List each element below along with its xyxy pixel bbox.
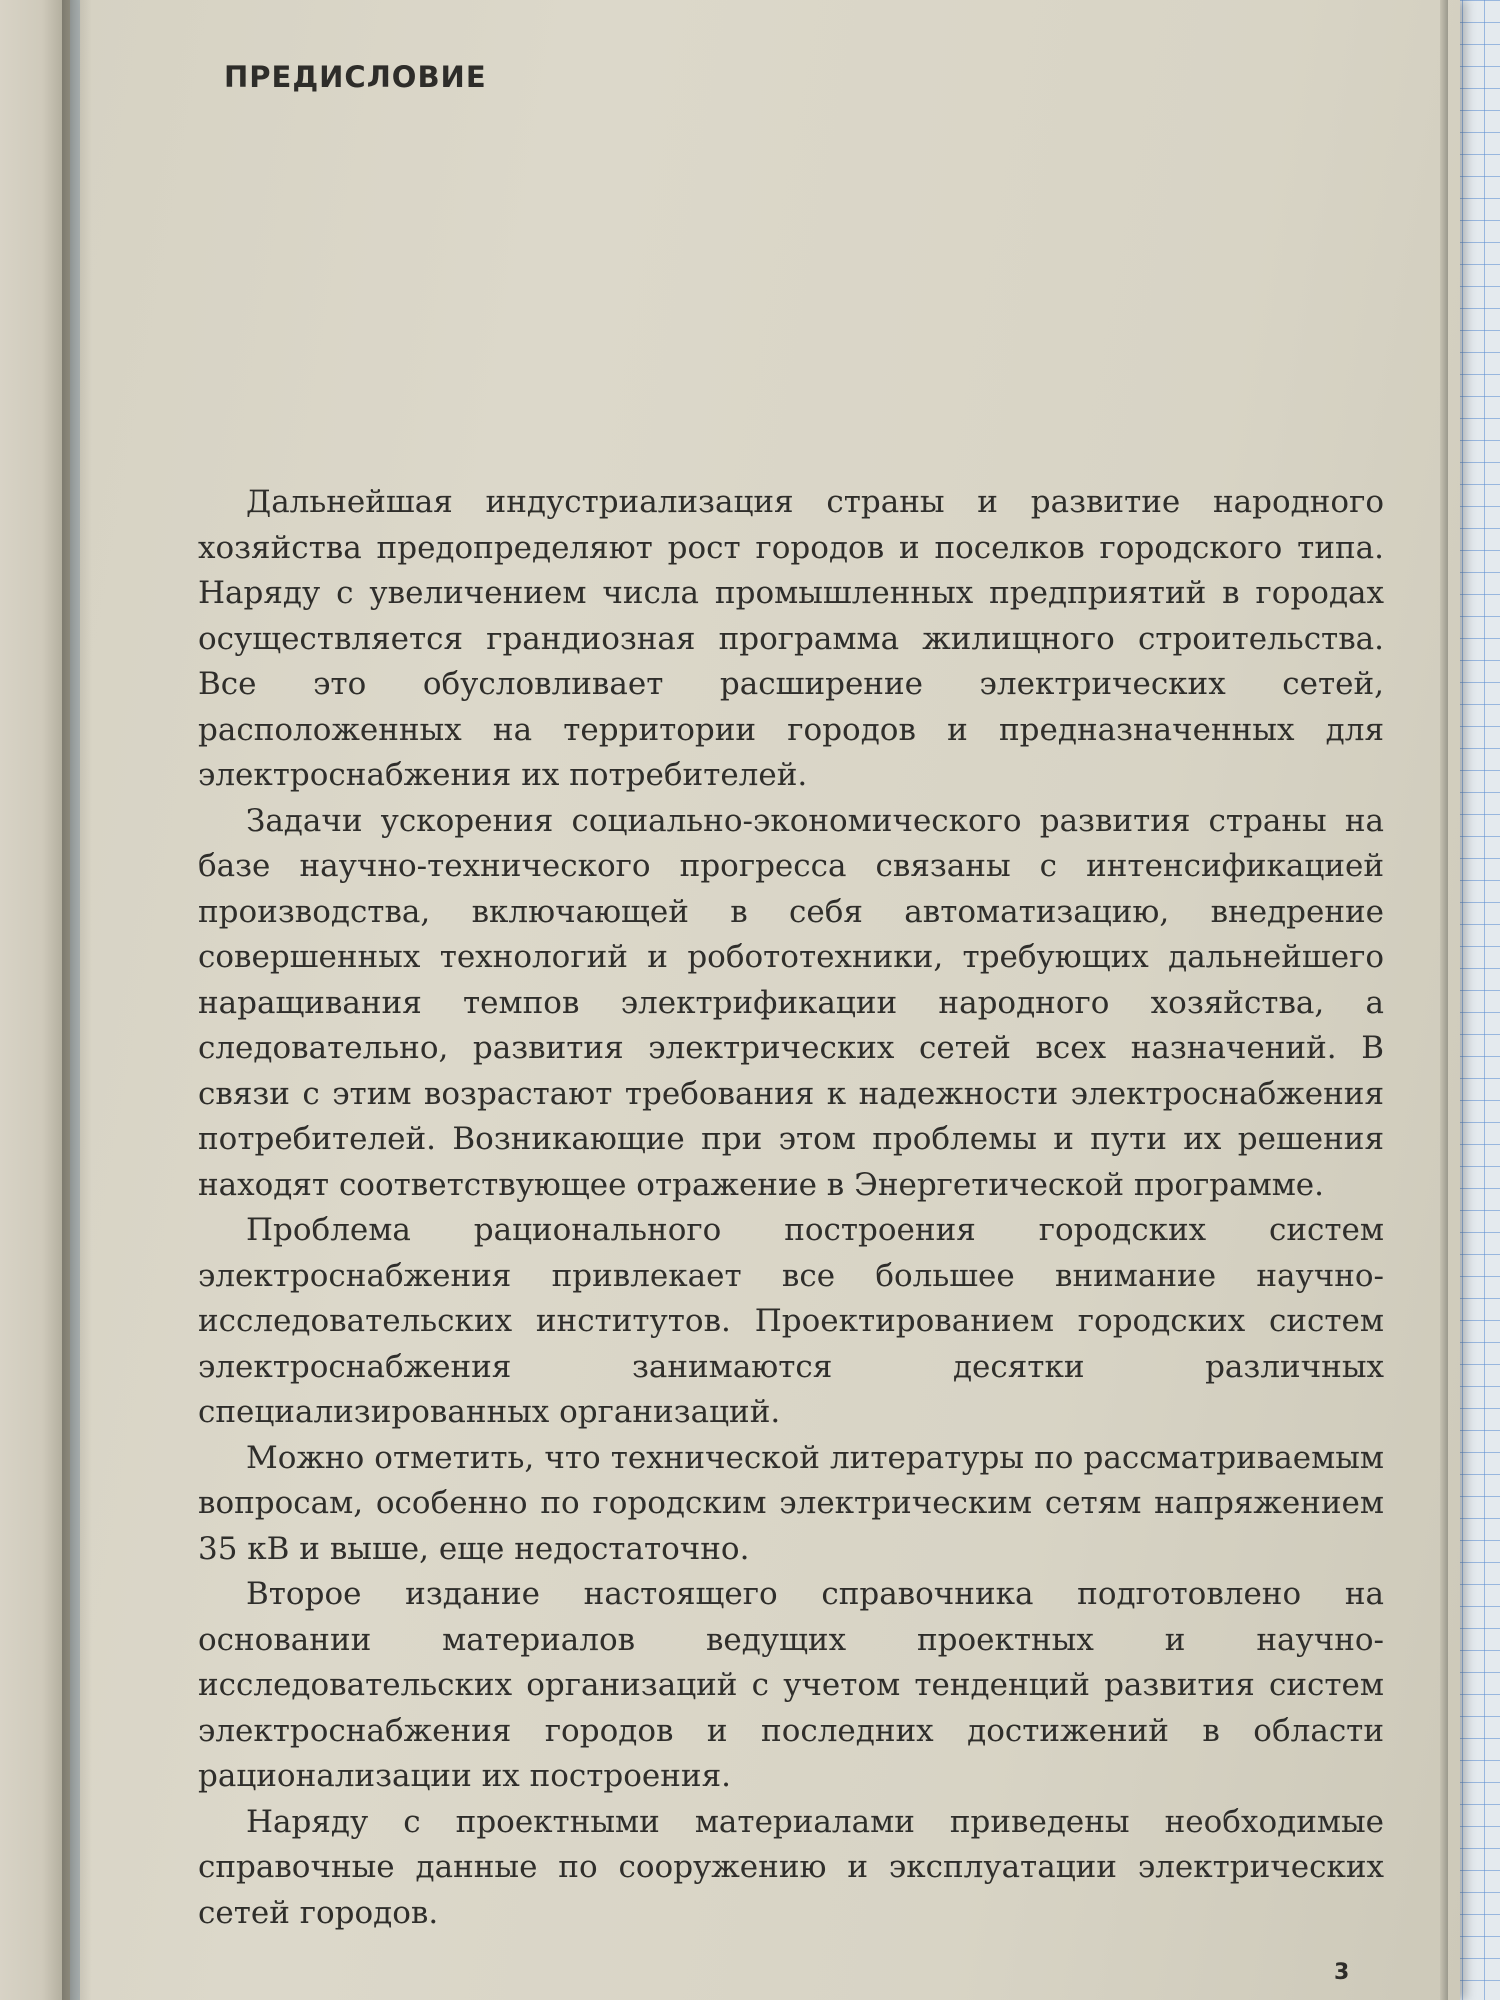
body-text <box>198 480 1384 1936</box>
facing-page-edge <box>0 0 70 2000</box>
paragraph: Задачи ускорения социально-экономического развития страны на базе научно-технического прогресса связаны с интенсификацией производства, включающей в себя автоматизацию, внедрение совершенных технологий и робототехники, требующих дальнейшего наращивания темпов электрификации народного хозяйства, а следовательно, развития электрических сетей всех назначений. В связи с этим возрастают требования к надежности электроснабжения потребителей. Возникающие при этом проблемы и пути их решения находят соответствующее отражение в Энергетической программе. <box>198 802 1384 1203</box>
paragraph: Дальнейшая индустриализация страны и развитие народного хозяйства предопределяют рост городов и поселков городского типа. Наряду с увеличением числа промышленных предприятий в городах осуществляется грандиозная программа жилищного строительства. Все это обусловливает расширение электрических сетей, расположенных на территории городов и предназначенных для электроснабжения их потребителей. <box>198 484 1384 793</box>
page-number: 3 <box>1334 1960 1350 1985</box>
paragraph: Проблема рационального построения городских систем электроснабжения привлекает все большее внимание научно-исследовательских институтов. Проектированием городских систем электроснабжения занимаются десятки различных специализированных организаций. <box>198 1212 1384 1430</box>
book-gutter <box>62 0 92 2000</box>
page-right-edge <box>1440 0 1448 2000</box>
paragraph: Наряду с проектными материалами приведены необходимые справочные данные по сооружению и эксплуатации электрических сетей городов. <box>198 1803 1384 1931</box>
paragraph: Второе издание настоящего справочника подготовлено на основании материалов ведущих проектных и научно-исследовательских организаций с учетом тенденций развития систем электроснабжения городов и последних достижений в области рационализации их построения. <box>198 1576 1384 1794</box>
paragraph: Можно отметить, что технической литературы по рассматриваемым вопросам, особенно по городским электрическим сетям напряжением 35 кВ и выше, еще недостаточно. <box>198 1439 1384 1567</box>
page-heading: ПРЕДИСЛОВИЕ <box>224 60 487 94</box>
